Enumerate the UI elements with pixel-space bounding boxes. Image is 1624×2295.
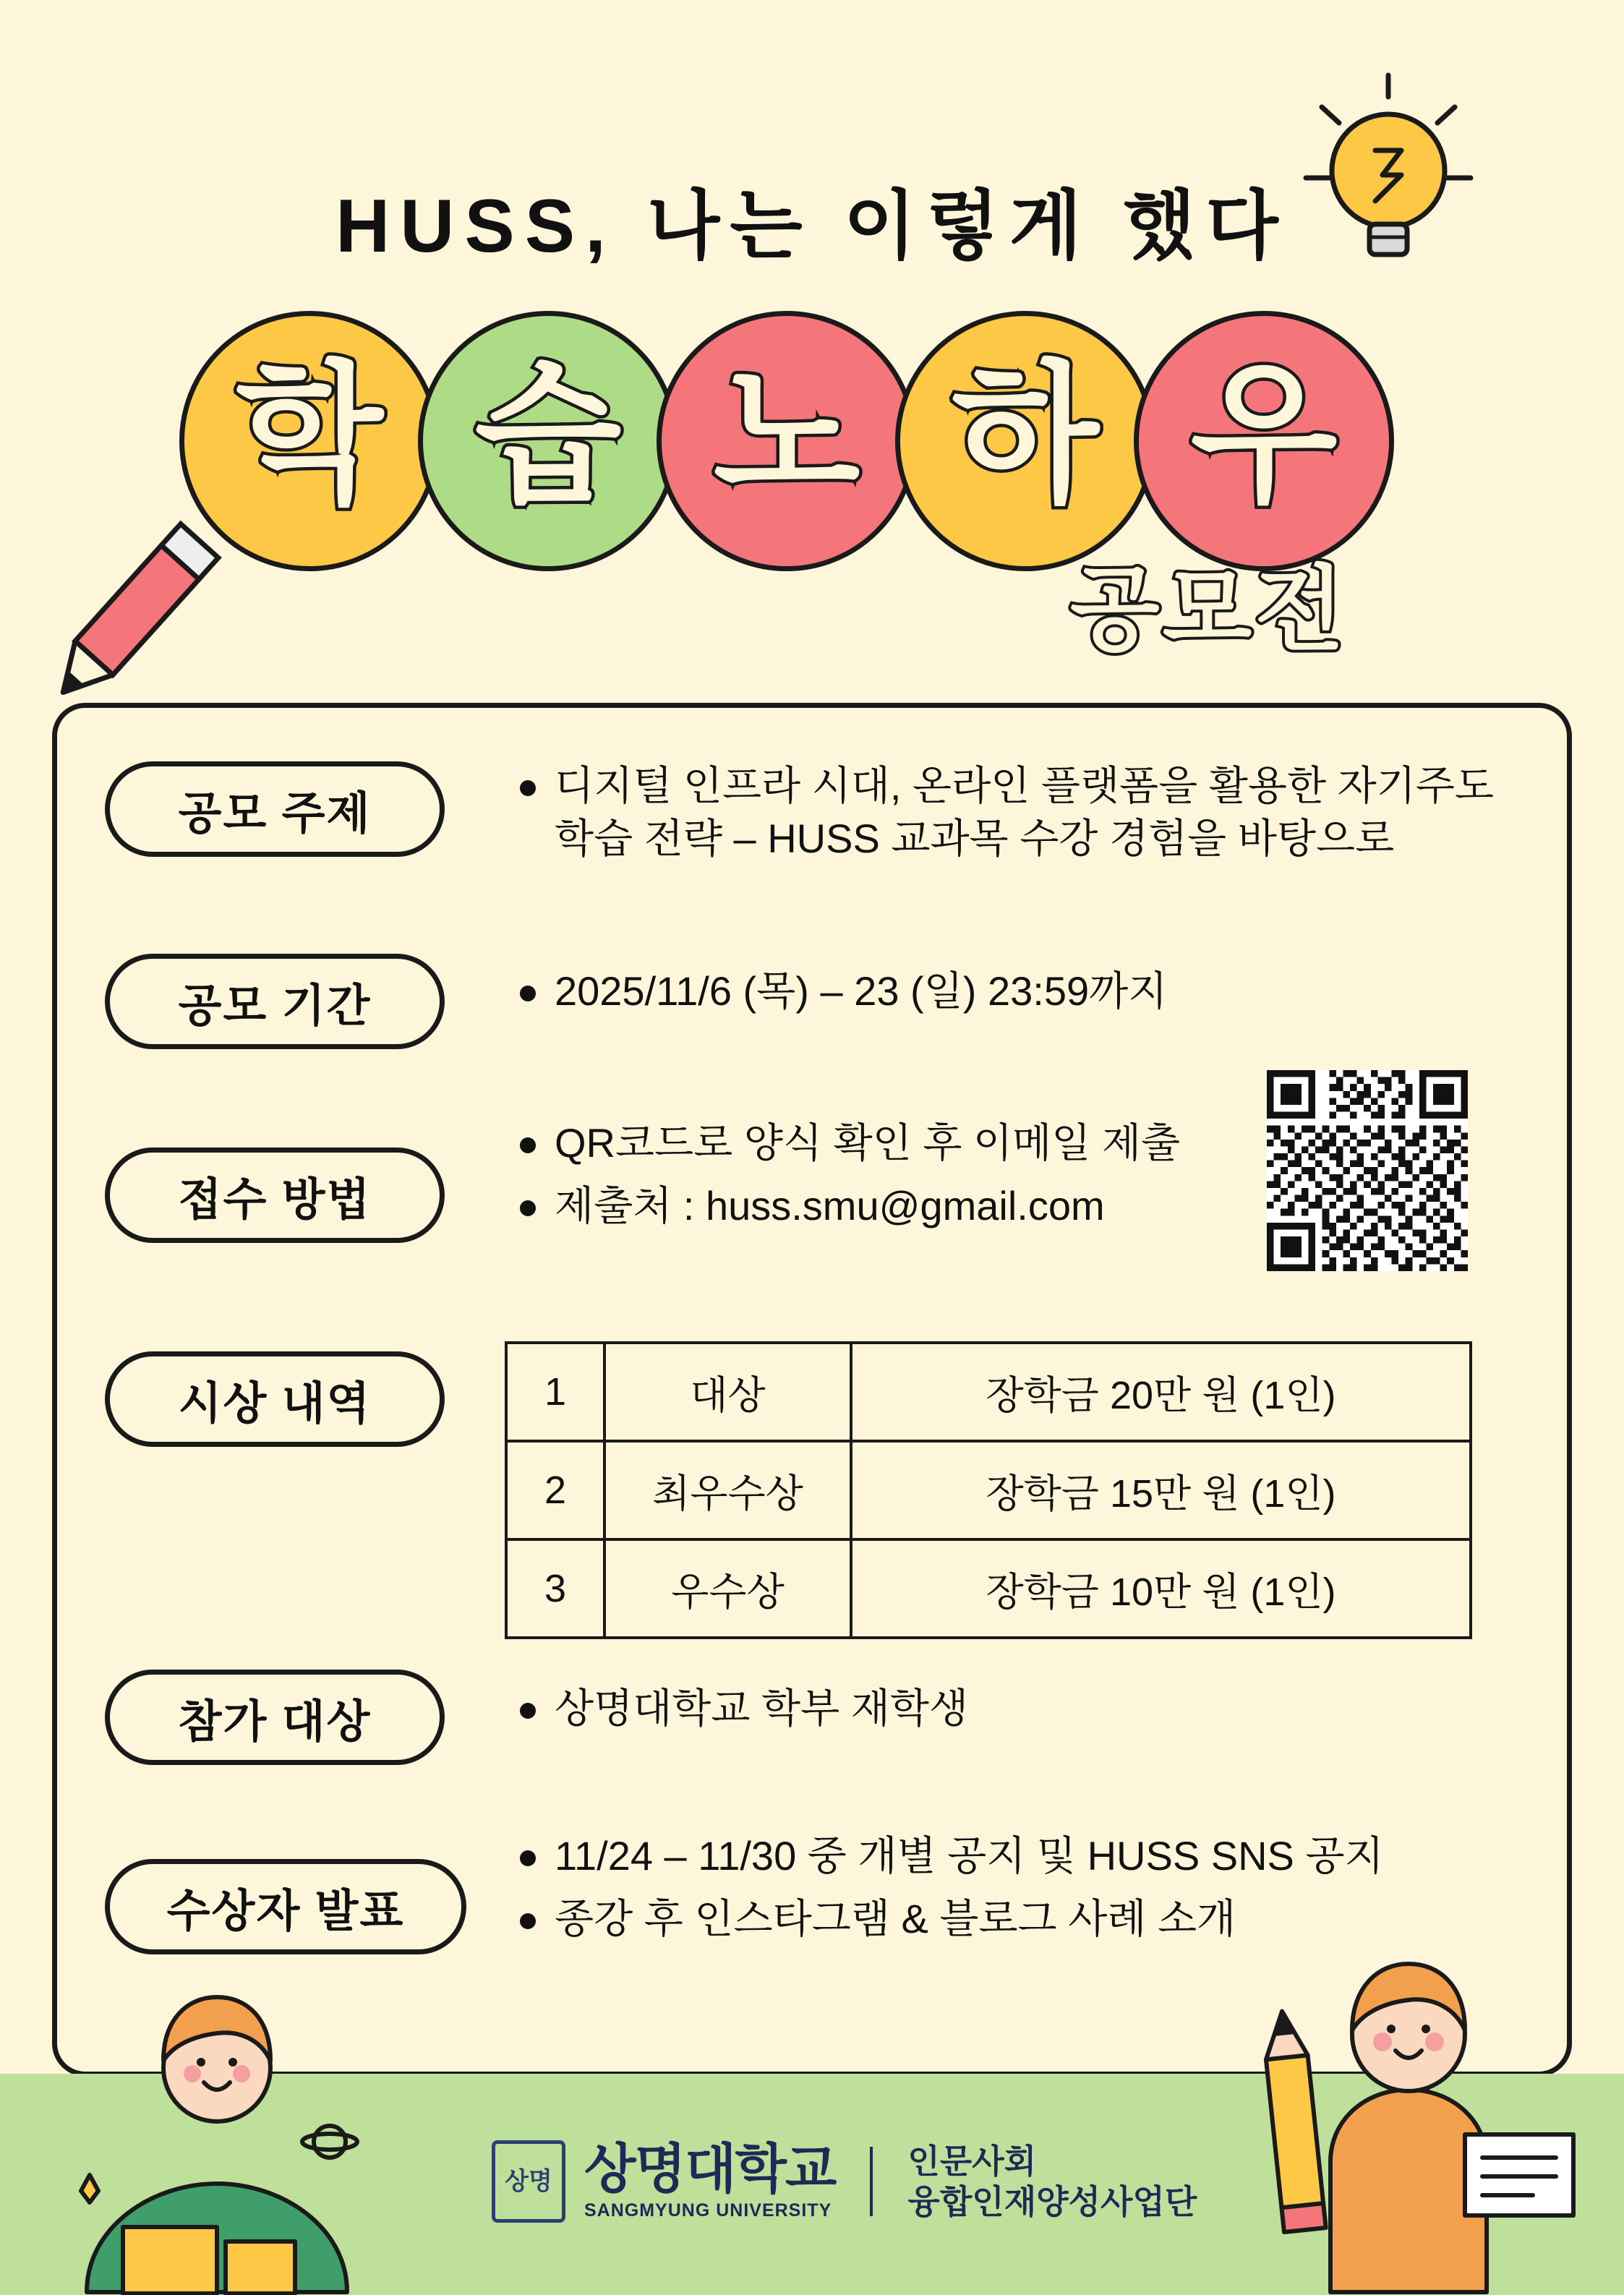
department-line-2: 융합인재양성사업단 [907,2183,1197,2221]
university-names [584,2138,836,2221]
list-item [520,965,1518,1018]
bullet-dot [520,1703,536,1719]
bullet-dot [520,1913,536,1929]
prize-amount: 장학금 10만 원 (1인) [851,1539,1471,1638]
bullet-dot [520,780,536,796]
circle-letter-5 [1134,311,1394,571]
table-row [506,1539,1471,1638]
list-item-text: 종강 후 인스타그램 & 블로그 사례 소개 [555,1895,1236,1941]
footer-logo [492,2140,1197,2223]
list-item-text: 디지털 인프라 시대, 온라인 플랫폼을 활용한 자기주도 학습 전략 – HUSS 교과목 수강 경험을 바탕으로 [555,763,1495,861]
circle-letter-3 [657,311,917,571]
bullet-dot [520,1200,536,1216]
circle-letter-text: 습 [474,350,622,520]
circle-letter-text: 하 [952,350,1099,520]
label-eligibility: 참가 대상 [105,1670,445,1765]
bullet-dot [520,986,536,1001]
label-announcement: 수상자 발표 [105,1859,466,1954]
list-item [520,1683,1518,1735]
bullet-dot [520,1137,536,1153]
list-item [520,1180,1315,1233]
prize-name: 최우수상 [604,1441,851,1539]
list-item [520,1117,1315,1170]
list-item [520,1893,1532,1946]
illustration-boy-reading [43,1952,376,2295]
list-item-text: 11/24 – 11/30 중 개별 공지 및 HUSS SNS 공지 [555,1833,1384,1879]
list-item-text: 2025/11/6 (목) – 23 (일) 23:59까지 [555,968,1168,1014]
label-period: 공모 기간 [105,954,445,1049]
label-submission: 접수 방법 [105,1148,445,1243]
content-eligibility [520,1683,1518,1745]
list-item-text: 제출처 : huss.smu@gmail.com [555,1182,1105,1228]
prize-amount: 장학금 20만 원 (1인) [851,1343,1471,1441]
table-row [506,1441,1471,1539]
subtitle-contest: 공모전 [1070,558,1347,662]
circle-word-group [179,311,1452,571]
prize-name: 대상 [604,1343,851,1441]
university-emblem [492,2140,565,2223]
label-topic: 공모 주제 [105,761,445,857]
circle-letter-text: 우 [1190,350,1338,520]
circle-letter-text: 학 [236,350,383,520]
illustration-girl-with-pencil [1215,1945,1591,2295]
emblem-text: 상명 [505,2168,552,2195]
content-period [520,965,1518,1028]
table-row [506,1343,1471,1441]
circle-letter-4 [895,311,1155,571]
department-line-1: 인문사회 [907,2142,1037,2180]
page-title: HUSS, 나는 이렇게 했다 [336,184,1288,268]
bullet-dot [520,1850,536,1866]
prize-name: 우수상 [604,1539,851,1638]
content-announcement [520,1830,1532,1956]
university-name-ko: 상명대학교 [584,2138,836,2199]
circle-letter-text: 노 [713,350,860,520]
university-name-en: SANGMYUNG UNIVERSITY [584,2200,832,2221]
department-name [907,2141,1197,2222]
label-prizes: 시상 내역 [105,1351,445,1447]
prize-rank: 3 [506,1539,604,1638]
prize-rank: 1 [506,1343,604,1441]
circle-letter-2 [418,311,678,571]
qr-code[interactable] [1267,1070,1468,1271]
prize-table [505,1341,1472,1639]
prize-rank: 2 [506,1441,604,1539]
circle-letter-1 [179,311,440,571]
content-submission [520,1117,1315,1243]
content-topic [520,760,1518,876]
list-item-text: 상명대학교 학부 재학생 [555,1685,969,1731]
logo-divider [870,2147,873,2216]
list-item [520,760,1518,866]
list-item [520,1830,1532,1883]
prize-amount: 장학금 15만 원 (1인) [851,1441,1471,1539]
list-item-text: QR코드로 양식 확인 후 이메일 제출 [555,1120,1181,1166]
